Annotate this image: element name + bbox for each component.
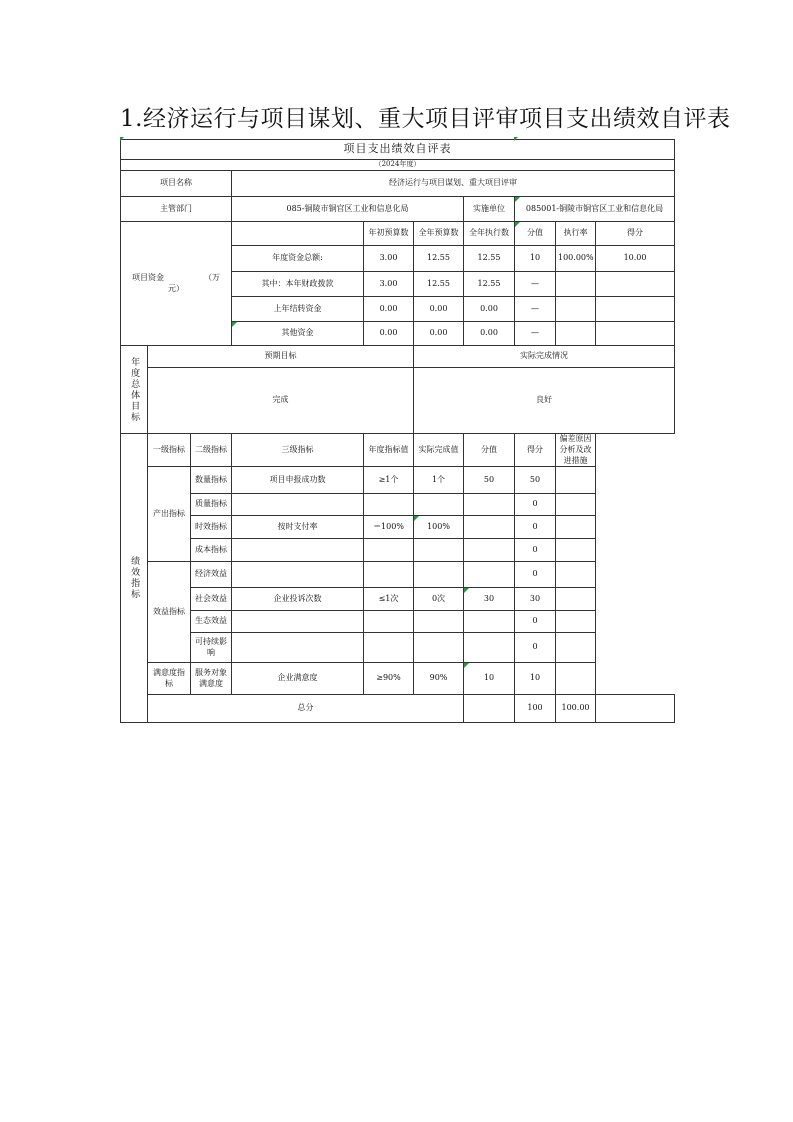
funds-header-exec: 全年执行数: [464, 222, 515, 246]
actual-cell: 100%: [414, 516, 464, 539]
funds-row-initial: 0.00: [364, 322, 414, 346]
level1-benefit: 效益指标: [148, 562, 191, 663]
indicator-header-reason: 偏差原因分析及改进措施: [556, 434, 596, 467]
level2-cell: 可持续影响: [191, 633, 232, 663]
funds-row-annual: 0.00: [414, 322, 464, 346]
funds-header-score-value: 分值: [515, 222, 556, 246]
level2-cell: 质量指标: [191, 494, 232, 516]
score-cell: 0: [515, 562, 556, 588]
actual-cell: 90%: [414, 663, 464, 695]
funds-label-main: 项目资金: [132, 272, 164, 282]
funds-row-exec: 12.55: [464, 246, 515, 272]
score-cell: 0: [515, 494, 556, 516]
level3-cell: [232, 611, 364, 633]
reason-cell: [556, 633, 596, 663]
indicators-side-label: 绩效指标: [121, 434, 148, 723]
total-value: 100: [515, 695, 556, 723]
performance-table-sheet: [120, 139, 674, 716]
funds-header-score: 得分: [596, 222, 675, 246]
implementing-unit-value: 085001-铜陵市铜官区工业和信息化局: [515, 197, 675, 222]
funds-row-initial: 3.00: [364, 272, 414, 297]
funds-row-rate: [556, 322, 596, 346]
funds-header-rate: 执行率: [556, 222, 596, 246]
target-cell: ＝100%: [364, 516, 414, 539]
level3-cell: 按时支付率: [232, 516, 364, 539]
funds-row-score-value: 10: [515, 246, 556, 272]
score-cell: 0: [515, 611, 556, 633]
table-title: 项目支出绩效自评表: [121, 140, 675, 160]
level3-cell: 企业投诉次数: [232, 588, 364, 611]
value-cell: 30: [464, 588, 515, 611]
funds-row-label: 其他资金: [232, 322, 364, 346]
reason-cell: [556, 539, 596, 562]
funds-row-exec: 12.55: [464, 272, 515, 297]
funds-row-score-value: —: [515, 272, 556, 297]
reason-cell: [556, 516, 596, 539]
indicator-header-target: 年度指标值: [364, 434, 414, 467]
funds-header-blank: [232, 222, 364, 246]
actual-cell: [414, 633, 464, 663]
indicator-header-score: 得分: [515, 434, 556, 467]
score-cell: 50: [515, 467, 556, 494]
performance-table: [120, 139, 675, 723]
score-cell: 30: [515, 588, 556, 611]
project-name-value: 经济运行与项目谋划、重大项目评审: [232, 171, 675, 197]
total-blank: [464, 695, 515, 723]
target-cell: ≥1个: [364, 467, 414, 494]
funds-row-initial: 0.00: [364, 297, 414, 322]
actual-cell: [414, 539, 464, 562]
reason-cell: [556, 611, 596, 633]
document-heading: 1.经济运行与项目谋划、重大项目评审项目支出绩效自评表: [120, 106, 731, 132]
score-cell: 0: [515, 539, 556, 562]
score-cell: 0: [515, 516, 556, 539]
table-year: （2024年度）: [121, 160, 675, 171]
level3-cell: 项目申报成功数: [232, 467, 364, 494]
funds-row-exec: 0.00: [464, 297, 515, 322]
funds-row-score: [596, 297, 675, 322]
level3-cell: [232, 562, 364, 588]
funds-label: [121, 222, 232, 346]
funds-row-score: [596, 322, 675, 346]
total-label: 总分: [148, 695, 464, 723]
expected-goal-text: 完成: [148, 368, 414, 434]
actual-result-header: 实际完成情况: [414, 346, 675, 368]
actual-result-text: 良好: [414, 368, 675, 434]
funds-row-annual: 12.55: [414, 272, 464, 297]
target-cell: ≤1次: [364, 588, 414, 611]
level1-output: 产出指标: [148, 467, 191, 562]
actual-cell: [414, 494, 464, 516]
funds-header-initial: 年初预算数: [364, 222, 414, 246]
value-cell: [464, 539, 515, 562]
level2-cell: 服务对象满意度: [191, 663, 232, 695]
target-cell: [364, 494, 414, 516]
level2-cell: 生态效益: [191, 611, 232, 633]
indicator-header-level3: 三级指标: [232, 434, 364, 467]
value-cell: [464, 494, 515, 516]
level1-satisfaction: 满意度指标: [148, 663, 191, 695]
funds-row-label: 其中：本年财政拨款: [232, 272, 364, 297]
indicator-header-actual: 实际完成值: [414, 434, 464, 467]
reason-cell: [556, 562, 596, 588]
funds-row-score-value: —: [515, 297, 556, 322]
funds-row-rate: [556, 272, 596, 297]
funds-row-annual: 12.55: [414, 246, 464, 272]
funds-label-unit-close: 元）: [168, 283, 184, 293]
indicator-header-value: 分值: [464, 434, 515, 467]
actual-cell: [414, 562, 464, 588]
actual-cell: [414, 611, 464, 633]
target-cell: [364, 633, 414, 663]
score-cell: 10: [515, 663, 556, 695]
funds-row-initial: 3.00: [364, 246, 414, 272]
total-score: 100.00: [556, 695, 596, 723]
value-cell: [464, 562, 515, 588]
expected-goal-header: 预期目标: [148, 346, 414, 368]
reason-cell: [556, 494, 596, 516]
funds-row-score-value: —: [515, 322, 556, 346]
value-cell: 10: [464, 663, 515, 695]
funds-row-score: [596, 272, 675, 297]
target-cell: ≥90%: [364, 663, 414, 695]
value-cell: [464, 516, 515, 539]
level3-cell: [232, 539, 364, 562]
value-cell: [464, 611, 515, 633]
actual-cell: 0次: [414, 588, 464, 611]
indicator-header-level1: 一级指标: [148, 434, 191, 467]
level3-cell: [232, 494, 364, 516]
target-cell: [364, 562, 414, 588]
level2-cell: 时效指标: [191, 516, 232, 539]
funds-row-exec: 0.00: [464, 322, 515, 346]
funds-row-score: 10.00: [596, 246, 675, 272]
level2-cell: 社会效益: [191, 588, 232, 611]
level2-cell: 经济效益: [191, 562, 232, 588]
target-cell: [364, 539, 414, 562]
reason-cell: [556, 588, 596, 611]
implementing-unit-label: 实施单位: [464, 197, 515, 222]
department-value: 085-铜陵市铜官区工业和信息化局: [232, 197, 464, 222]
funds-row-label: 年度资金总额:: [232, 246, 364, 272]
funds-row-annual: 0.00: [414, 297, 464, 322]
level3-cell: [232, 633, 364, 663]
total-reason-blank: [596, 695, 675, 723]
reason-cell: [556, 467, 596, 494]
funds-row-rate: 100.00%: [556, 246, 596, 272]
funds-row-label: 上年结转资金: [232, 297, 364, 322]
score-cell: 0: [515, 633, 556, 663]
reason-cell: [556, 663, 596, 695]
annual-goal-side-label: 年度总体目标: [121, 346, 148, 434]
target-cell: [364, 611, 414, 633]
value-cell: [464, 633, 515, 663]
value-cell: 50: [464, 467, 515, 494]
level2-cell: 成本指标: [191, 539, 232, 562]
funds-label-unit-open: （万: [204, 272, 220, 282]
funds-row-rate: [556, 297, 596, 322]
actual-cell: 1个: [414, 467, 464, 494]
department-label: 主管部门: [121, 197, 232, 222]
level3-cell: 企业满意度: [232, 663, 364, 695]
project-name-label: 项目名称: [121, 171, 232, 197]
level2-cell: 数量指标: [191, 467, 232, 494]
funds-header-annual: 全年预算数: [414, 222, 464, 246]
indicator-header-level2: 二级指标: [191, 434, 232, 467]
